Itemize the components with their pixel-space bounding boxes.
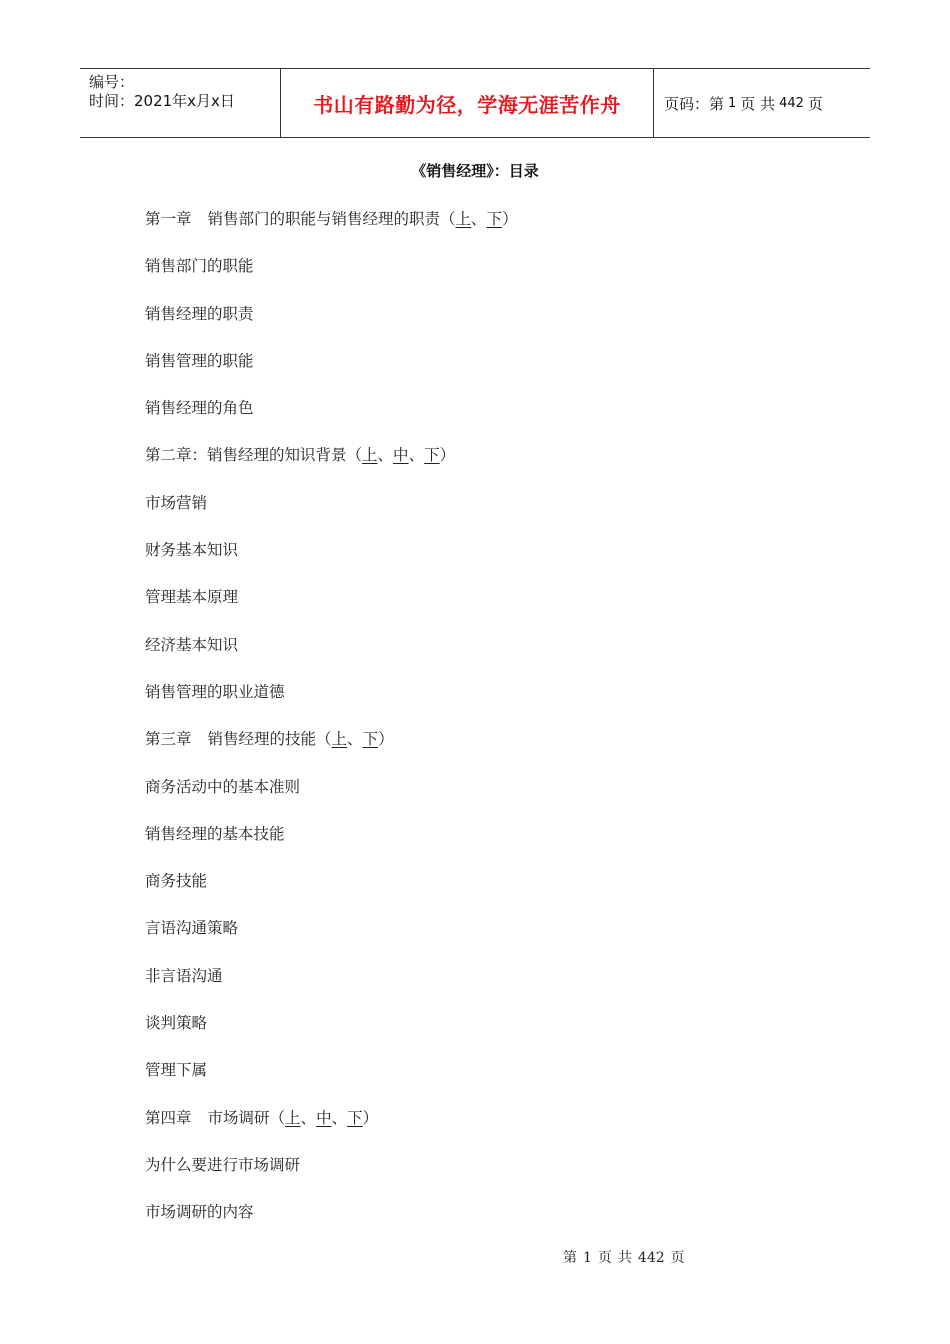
separator: 、 xyxy=(300,1108,317,1127)
toc-item[interactable]: 销售管理的职业道德 xyxy=(145,682,285,701)
toc-chapter-4[interactable] xyxy=(145,1107,518,1154)
toc-item[interactable]: 管理下属 xyxy=(145,1061,208,1080)
toc-item[interactable]: 商务活动中的基本准则 xyxy=(145,777,301,796)
header-page-cell xyxy=(654,69,870,137)
page-label: 页码：第 xyxy=(664,94,725,113)
toc-chapter-3[interactable] xyxy=(145,728,518,775)
footer-word: 页 xyxy=(597,1250,612,1266)
part-link-upper[interactable]: 上 xyxy=(455,210,472,228)
separator: 、 xyxy=(331,1108,348,1127)
footer-word: 第 xyxy=(563,1250,577,1266)
page-total: 442 xyxy=(779,95,804,111)
part-link-upper[interactable]: 上 xyxy=(362,446,378,465)
part-link-lower[interactable]: 下 xyxy=(424,446,440,465)
footer-page-current: 1 xyxy=(583,1250,592,1266)
code-label: 编号： xyxy=(89,73,135,91)
document-header xyxy=(80,68,870,138)
separator: 、 xyxy=(471,210,487,228)
toc-item[interactable]: 销售经理的角色 xyxy=(145,399,254,418)
page-title: 《销售经理》：目录 xyxy=(411,162,539,180)
separator: 、 xyxy=(408,446,425,465)
toc-item[interactable]: 商务技能 xyxy=(145,872,208,891)
toc-item[interactable]: 市场调研的内容 xyxy=(145,1203,254,1222)
footer-word: 共 xyxy=(617,1250,632,1266)
toc-item[interactable]: 经济基本知识 xyxy=(145,635,239,654)
motto-text: 书山有路勤为径，学海无涯苦作舟 xyxy=(313,92,621,117)
chapter-title: 销售部门的职能与销售经理的职责（ xyxy=(207,210,456,228)
separator: 、 xyxy=(377,446,394,465)
page-current: 1 xyxy=(728,95,737,111)
toc-item[interactable]: 言语沟通策略 xyxy=(145,919,239,938)
header-meta-cell xyxy=(80,69,281,137)
date-label: 时间：2021年x月x日 xyxy=(89,92,235,110)
footer-page-total: 442 xyxy=(637,1250,665,1266)
footer-word: 页 xyxy=(670,1250,685,1266)
part-link-lower[interactable]: 下 xyxy=(362,730,379,749)
page-end: 页 xyxy=(807,94,823,113)
part-link-middle[interactable]: 中 xyxy=(393,446,409,465)
toc-item[interactable]: 销售经理的基本技能 xyxy=(145,824,285,843)
chapter-label: 第三章 xyxy=(145,730,192,749)
part-link-lower[interactable]: 下 xyxy=(486,210,503,228)
paren-close: ） xyxy=(502,210,518,228)
toc-item[interactable]: 销售部门的职能 xyxy=(145,257,254,276)
page-mid: 页 共 xyxy=(740,94,776,113)
toc-item[interactable]: 谈判策略 xyxy=(145,1014,208,1033)
table-of-contents xyxy=(145,208,518,1249)
chapter-title: 第二章：销售经理的知识背景（ xyxy=(145,446,363,465)
chapter-label: 第四章 xyxy=(145,1108,192,1127)
separator: 、 xyxy=(347,730,363,749)
paren-close: ） xyxy=(362,1108,379,1127)
toc-item[interactable]: 销售经理的职责 xyxy=(145,304,254,323)
chapter-title: 市场调研（ xyxy=(207,1108,286,1127)
part-link-lower[interactable]: 下 xyxy=(347,1108,363,1127)
part-link-upper[interactable]: 上 xyxy=(331,730,348,749)
toc-item[interactable]: 销售管理的职能 xyxy=(145,351,254,370)
page-footer xyxy=(563,1247,691,1267)
header-motto-cell xyxy=(281,69,654,137)
part-link-upper[interactable]: 上 xyxy=(285,1108,301,1127)
paren-close: ） xyxy=(378,730,394,749)
toc-item[interactable]: 非言语沟通 xyxy=(145,966,223,985)
toc-item[interactable]: 为什么要进行市场调研 xyxy=(145,1155,301,1174)
chapter-label: 第一章 xyxy=(145,210,192,228)
toc-item[interactable]: 财务基本知识 xyxy=(145,541,239,560)
toc-chapter-1[interactable] xyxy=(145,208,518,255)
part-link-middle[interactable]: 中 xyxy=(316,1108,332,1127)
paren-close: ） xyxy=(439,446,456,465)
chapter-title: 销售经理的技能（ xyxy=(207,730,332,749)
toc-item[interactable]: 管理基本原理 xyxy=(145,588,239,607)
toc-chapter-2[interactable] xyxy=(145,444,518,491)
toc-item[interactable]: 市场营销 xyxy=(145,493,208,512)
